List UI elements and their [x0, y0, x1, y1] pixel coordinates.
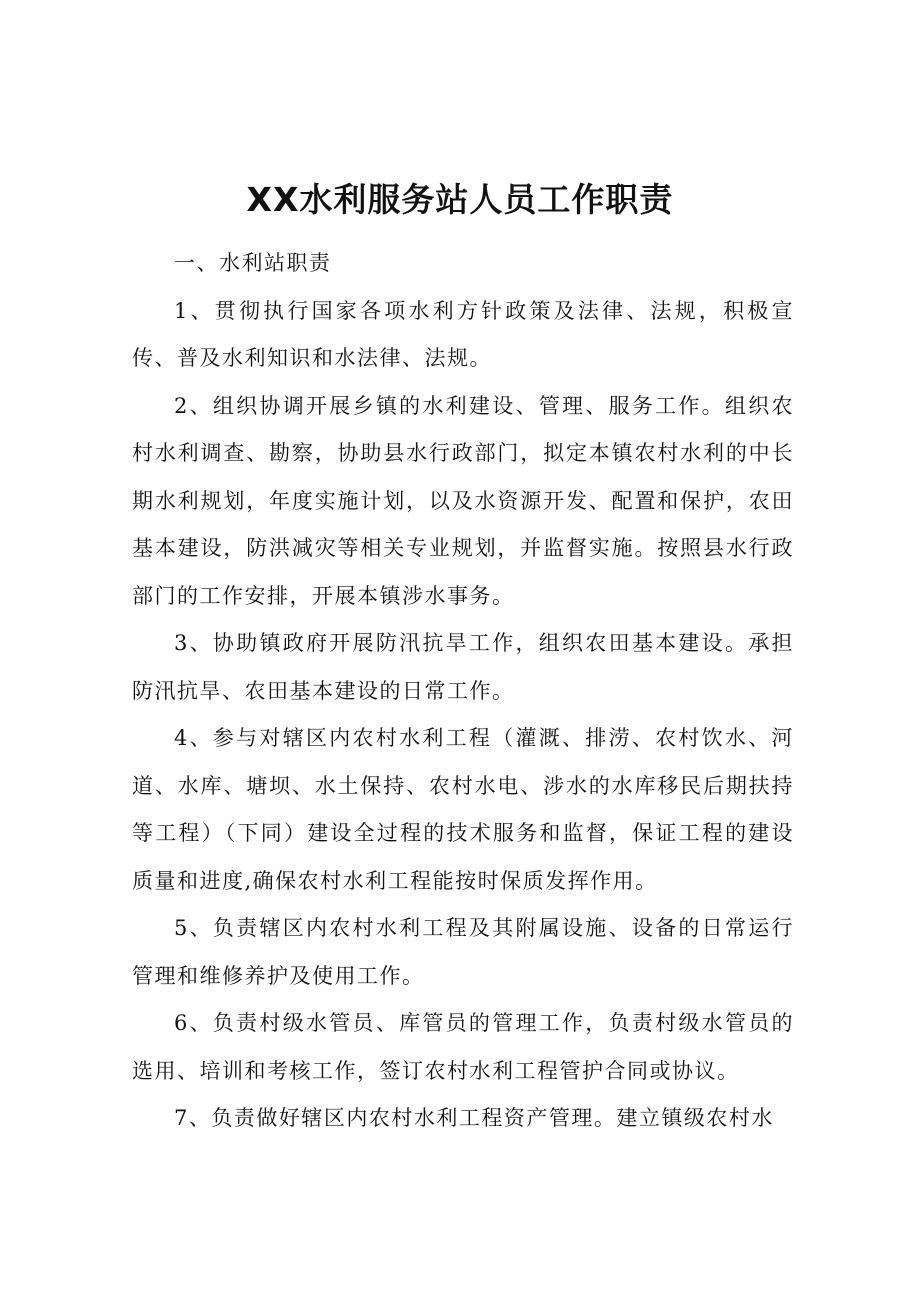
paragraph-5: 5、负责辖区内农村水利工程及其附属设施、设备的日常运行管理和维修养护及使用工作。	[132, 916, 794, 988]
paragraph-4: 4、参与对辖区内农村水利工程（灌溉、排涝、农村饮水、河道、水库、塘坝、水土保持、农村水电、涉水的水库移民后期扶持等工程）（下同）建设全过程的技术服务和监督，保证工程的建设质量和进度,确保农村水利工程能按时保质发挥作用。	[132, 726, 794, 893]
paragraph-6: 6、负责村级水管员、库管员的管理工作，负责村级水管员的选用、培训和考核工作，签订农村水利工程管护合同或协议。	[132, 1011, 794, 1083]
paragraph-7: 7、负责做好辖区内农村水利工程资产管理。建立镇级农村水	[174, 1106, 774, 1130]
document-body	[132, 240, 794, 1143]
paragraph-2: 2、组织协调开展乡镇的水利建设、管理、服务工作。组织农村水利调查、勘察，协助县水行政部门，拟定本镇农村水利的中长期水利规划，年度实施计划，以及水资源开发、配置和保护，农田基本建设，防洪减灾等相关专业规划，并监督实施。按照县水行政部门的工作安排，开展本镇涉水事务。	[132, 393, 794, 608]
document-title: XX水利服务站人员工作职责	[246, 180, 674, 219]
paragraph-1: 1、贯彻执行国家各项水利方针政策及法律、法规，积极宣传、普及水利知识和水法律、法规。	[132, 298, 794, 370]
paragraph-3: 3、协助镇政府开展防汛抗旱工作，组织农田基本建设。承担防汛抗旱、农田基本建设的日常工作。	[132, 631, 794, 703]
section-heading: 一、水利站职责	[174, 251, 332, 275]
